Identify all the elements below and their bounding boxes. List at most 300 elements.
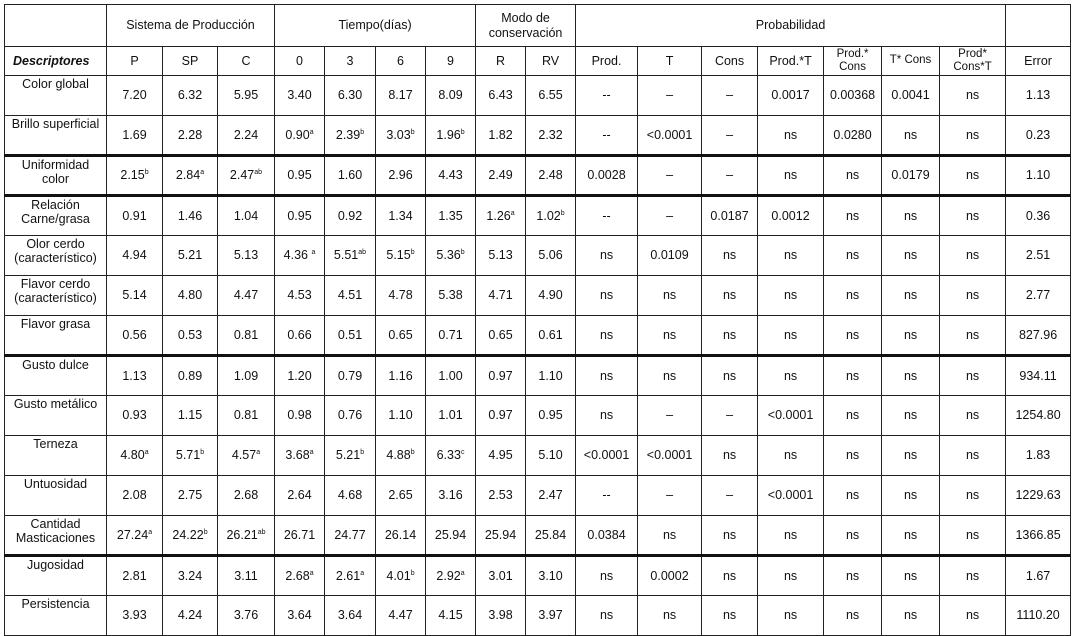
table-cell [163, 116, 218, 156]
cell-value: 0.0017 [771, 88, 810, 103]
cell-value: – [726, 88, 734, 103]
cell-value: ns [599, 248, 614, 263]
table-cell [576, 156, 638, 196]
cell-value: ns [903, 288, 918, 303]
column-header: Prod.*T [758, 47, 824, 76]
column-header: R [476, 47, 526, 76]
table-cell [758, 556, 824, 596]
table-cell [702, 316, 758, 356]
cell-value: 6.55 [538, 88, 563, 103]
significance-letter: b [410, 249, 415, 257]
table-cell [325, 476, 376, 516]
cell-value: ns [783, 168, 798, 183]
cell-value: -- [602, 127, 611, 142]
table-row [5, 436, 1071, 476]
table-cell [426, 196, 476, 236]
table-cell [426, 596, 476, 636]
column-header: Prod. [576, 47, 638, 76]
table-cell [638, 356, 702, 396]
table-cell [576, 196, 638, 236]
table-cell [275, 116, 325, 156]
table-cell [638, 116, 702, 156]
cell-value: ns [965, 608, 980, 623]
column-header: 0 [275, 47, 325, 76]
table-cell [107, 156, 163, 196]
column-header: 9 [426, 47, 476, 76]
cell-value: 5.13 [488, 248, 513, 263]
cell-value: -- [602, 208, 611, 223]
cell-value: 2.68 [233, 488, 259, 503]
table-cell [882, 236, 940, 276]
cell-value: 26.14 [384, 527, 417, 542]
cell-value: 1254.80 [1015, 408, 1061, 423]
table-cell [163, 516, 218, 556]
cell-value: ns [599, 368, 614, 383]
table-cell [940, 516, 1006, 556]
cell-value: 2.32 [538, 127, 563, 142]
cell-value: -- [602, 488, 611, 503]
table-cell [526, 276, 576, 316]
cell-value: – [726, 408, 734, 423]
table-cell [275, 316, 325, 356]
table-cell [107, 396, 163, 436]
significance-letter: a [311, 249, 316, 257]
table-cell [758, 396, 824, 436]
table-cell [576, 436, 638, 476]
cell-value: ns [965, 88, 980, 103]
table-cell [376, 116, 426, 156]
table-cell [325, 276, 376, 316]
table-cell [476, 596, 526, 636]
cell-value: <0.0001 [646, 127, 693, 142]
cell-value: 1.13 [1025, 88, 1051, 103]
cell-value: 1.15 [177, 408, 203, 423]
table-cell [426, 276, 476, 316]
cell-value: ns [662, 368, 677, 383]
cell-value: 3.97 [538, 608, 563, 623]
descriptor-name: Untuosidad [5, 476, 107, 516]
significance-letter: a [309, 569, 314, 577]
table-cell [107, 196, 163, 236]
cell-value: ns [783, 527, 798, 542]
table-cell [376, 316, 426, 356]
cell-value: 0.76 [337, 408, 363, 423]
table-cell [702, 596, 758, 636]
cell-value: ns [722, 288, 737, 303]
error-header-spacer [1006, 5, 1071, 47]
table-cell [526, 556, 576, 596]
column-header: RV [526, 47, 576, 76]
table-cell [526, 76, 576, 116]
table-cell [376, 76, 426, 116]
cell-value: 4.24 [177, 608, 203, 623]
table-row [5, 316, 1071, 356]
table-cell [702, 236, 758, 276]
cell-value: 0.92 [337, 208, 363, 223]
table-cell [476, 436, 526, 476]
table-cell [882, 76, 940, 116]
table-cell [882, 596, 940, 636]
table-cell [758, 596, 824, 636]
cell-value: ns [845, 568, 860, 583]
table-cell [1006, 276, 1071, 316]
table-cell [476, 476, 526, 516]
table-cell [526, 396, 576, 436]
table-cell [325, 196, 376, 236]
cell-value: 1.10 [538, 368, 563, 383]
table-cell [882, 516, 940, 556]
table-cell [426, 476, 476, 516]
table-cell [576, 596, 638, 636]
table-cell [426, 236, 476, 276]
table-cell [576, 316, 638, 356]
column-header: Error [1006, 47, 1071, 76]
table-cell [218, 276, 275, 316]
cell-value: 0.51 [337, 327, 363, 342]
table-cell [476, 316, 526, 356]
cell-value: 1.16 [388, 368, 413, 383]
table-cell [325, 236, 376, 276]
table-cell [163, 396, 218, 436]
descriptor-name: Gusto metálico [5, 396, 107, 436]
table-cell [824, 316, 882, 356]
table-cell [325, 76, 376, 116]
table-cell [940, 276, 1006, 316]
table-cell [163, 156, 218, 196]
cell-value: ns [903, 568, 918, 583]
significance-letter: ab [254, 169, 263, 177]
cell-value: 2.28 [177, 127, 203, 142]
column-header: 6 [376, 47, 426, 76]
cell-value: 2.64 [287, 488, 312, 503]
cell-value: 1.09 [233, 368, 259, 383]
cell-value: 3.93 [122, 608, 147, 623]
table-cell [1006, 116, 1071, 156]
cell-value: ns [722, 327, 737, 342]
cell-value: 5.38 [438, 288, 463, 303]
table-cell [218, 596, 275, 636]
table-cell [882, 436, 940, 476]
cell-value: 24.22 [172, 527, 204, 542]
cell-value: 26.21 [226, 527, 258, 542]
table-row [5, 476, 1071, 516]
column-header: Prod.* Cons [824, 47, 882, 76]
descriptor-name: Gusto dulce [5, 356, 107, 396]
cell-value: 4.51 [337, 288, 363, 303]
table-cell [426, 316, 476, 356]
table-cell [1006, 316, 1071, 356]
cell-value: 3.24 [177, 568, 203, 583]
cell-value: – [666, 408, 674, 423]
cell-value: ns [662, 327, 677, 342]
cell-value: 6.32 [177, 88, 203, 103]
table-cell [526, 476, 576, 516]
cell-value: 2.96 [388, 168, 413, 183]
table-cell [702, 276, 758, 316]
table-cell [576, 356, 638, 396]
cell-value: – [666, 488, 674, 503]
table-cell [1006, 396, 1071, 436]
table-cell [758, 516, 824, 556]
table-cell [638, 236, 702, 276]
table-cell [940, 156, 1006, 196]
cell-value: 1.00 [438, 368, 463, 383]
cell-value: ns [599, 568, 614, 583]
cell-value: ns [662, 608, 677, 623]
significance-letter: ab [358, 249, 367, 257]
cell-value: -- [602, 88, 611, 103]
table-cell [376, 516, 426, 556]
cell-value: 3.11 [234, 568, 258, 583]
table-cell [476, 196, 526, 236]
cell-value: ns [903, 327, 918, 342]
table-cell [325, 356, 376, 396]
cell-value: ns [965, 488, 980, 503]
table-cell [1006, 356, 1071, 396]
cell-value: 25.84 [534, 527, 567, 542]
column-header: P [107, 47, 163, 76]
cell-value: 0.71 [438, 327, 463, 342]
table-cell [758, 356, 824, 396]
cell-value: 4.43 [438, 168, 463, 183]
cell-value: ns [903, 368, 918, 383]
table-cell [758, 476, 824, 516]
table-cell [476, 76, 526, 116]
table-cell [882, 156, 940, 196]
table-cell [218, 316, 275, 356]
group-header-tiempo: Tiempo(días) [275, 5, 476, 47]
table-body [5, 76, 1071, 636]
cell-value: 3.16 [438, 488, 463, 503]
table-cell [576, 276, 638, 316]
cell-value: 0.56 [122, 327, 147, 342]
table-cell [163, 556, 218, 596]
cell-value: 1.26 [486, 208, 511, 223]
table-cell [275, 356, 325, 396]
cell-value: ns [845, 208, 860, 223]
table-cell [638, 516, 702, 556]
table-cell [702, 116, 758, 156]
table-cell [882, 396, 940, 436]
table-cell [758, 196, 824, 236]
table-cell [275, 236, 325, 276]
table-cell [426, 356, 476, 396]
table-row [5, 236, 1071, 276]
cell-value: 6.30 [337, 88, 363, 103]
table-cell [325, 556, 376, 596]
cell-value: ns [845, 327, 860, 342]
cell-value: 1229.63 [1015, 488, 1061, 503]
table-cell [526, 516, 576, 556]
cell-value: ns [903, 488, 918, 503]
cell-value: 1.20 [287, 368, 312, 383]
table-cell [107, 356, 163, 396]
table-cell [940, 556, 1006, 596]
significance-letter: b [144, 169, 149, 177]
table-cell [526, 116, 576, 156]
cell-value: 25.94 [484, 527, 517, 542]
group-header-sistema: Sistema de Producción [107, 5, 275, 47]
cell-value: ns [845, 288, 860, 303]
cell-value: ns [965, 448, 980, 463]
cell-value: 4.15 [438, 608, 463, 623]
table-cell [218, 76, 275, 116]
table-cell [1006, 516, 1071, 556]
cell-value: ns [845, 168, 860, 183]
cell-value: ns [783, 327, 798, 342]
table-cell [376, 196, 426, 236]
cell-value: – [666, 208, 674, 223]
table-cell [940, 356, 1006, 396]
cell-value: 0.90 [285, 127, 310, 142]
table-cell [1006, 76, 1071, 116]
cell-value: ns [722, 368, 737, 383]
table-cell [218, 236, 275, 276]
table-cell [940, 236, 1006, 276]
cell-value: 7.20 [122, 88, 147, 103]
descriptor-name: Olor cerdo (característico) [5, 236, 107, 276]
table-row [5, 196, 1071, 236]
cell-value: 6.43 [488, 88, 513, 103]
cell-value: 1.35 [438, 208, 463, 223]
significance-letter: a [309, 449, 314, 457]
table-cell [218, 196, 275, 236]
cell-value: 2.53 [488, 488, 513, 503]
cell-value: ns [965, 208, 980, 223]
significance-letter: b [200, 449, 205, 457]
cell-value: ns [845, 527, 860, 542]
cell-value: ns [599, 327, 614, 342]
descriptor-name: Flavor grasa [5, 316, 107, 356]
cell-value: 27.24 [116, 527, 149, 542]
cell-value: 6.33 [436, 448, 461, 463]
table-cell [107, 116, 163, 156]
table-cell [824, 476, 882, 516]
table-row [5, 356, 1071, 396]
cell-value: <0.0001 [767, 488, 814, 503]
cell-value: 4.80 [177, 288, 203, 303]
table-cell [107, 316, 163, 356]
table-row [5, 596, 1071, 636]
table-cell [163, 476, 218, 516]
cell-value: 1.83 [1025, 448, 1051, 463]
cell-value: ns [783, 127, 798, 142]
cell-value: ns [783, 568, 798, 583]
column-header: C [218, 47, 275, 76]
group-header-modo: Modo de conservación [476, 5, 576, 47]
significance-letter: a [360, 569, 365, 577]
table-cell [1006, 156, 1071, 196]
cell-value: ns [965, 127, 980, 142]
sensory-data-table [4, 4, 1071, 636]
table-cell [758, 116, 824, 156]
table-row [5, 276, 1071, 316]
cell-value: ns [722, 248, 737, 263]
significance-letter: a [460, 569, 465, 577]
cell-value: 0.61 [538, 327, 563, 342]
table-cell [824, 596, 882, 636]
column-header: Cons [702, 47, 758, 76]
cell-value: 1.69 [122, 127, 147, 142]
cell-value: 0.95 [538, 408, 563, 423]
cell-value: 4.90 [538, 288, 563, 303]
cell-value: 2.84 [175, 168, 201, 183]
cell-value: 1.13 [122, 368, 147, 383]
cell-value: ns [662, 288, 677, 303]
cell-value: 4.57 [231, 448, 257, 463]
table-cell [576, 76, 638, 116]
table-cell [275, 76, 325, 116]
table-cell [325, 116, 376, 156]
cell-value: ns [903, 527, 918, 542]
cell-value: 4.80 [120, 448, 145, 463]
table-cell [218, 516, 275, 556]
significance-letter: b [560, 209, 565, 217]
table-cell [218, 156, 275, 196]
table-cell [638, 476, 702, 516]
significance-letter: b [410, 569, 415, 577]
cell-value: 5.51 [333, 248, 359, 263]
column-header: SP [163, 47, 218, 76]
cell-value: 2.92 [436, 568, 461, 583]
cell-value: 5.36 [436, 248, 461, 263]
cell-value: 2.39 [335, 127, 361, 142]
table-cell [476, 516, 526, 556]
table-cell [325, 156, 376, 196]
table-cell [702, 516, 758, 556]
table-cell [940, 476, 1006, 516]
table-cell [638, 156, 702, 196]
table-cell [376, 436, 426, 476]
data-table-container [4, 4, 1071, 636]
cell-value: 0.95 [287, 208, 312, 223]
table-cell [824, 76, 882, 116]
cell-value: ns [965, 248, 980, 263]
cell-value: ns [965, 168, 980, 183]
table-cell [882, 476, 940, 516]
descriptor-name: Relación Carne/grasa [5, 196, 107, 236]
table-cell [163, 356, 218, 396]
cell-value: ns [599, 288, 614, 303]
table-cell [275, 476, 325, 516]
cell-value: ns [845, 248, 860, 263]
cell-value: <0.0001 [646, 448, 693, 463]
column-header: T [638, 47, 702, 76]
cell-value: 2.47 [229, 168, 255, 183]
table-cell [325, 316, 376, 356]
table-cell [163, 436, 218, 476]
cell-value: 2.49 [488, 168, 513, 183]
significance-letter: a [148, 528, 153, 536]
cell-value: ns [965, 527, 980, 542]
cell-value: <0.0001 [767, 408, 814, 423]
table-cell [476, 156, 526, 196]
table-cell [476, 556, 526, 596]
cell-value: 2.81 [122, 568, 147, 583]
table-cell [218, 476, 275, 516]
cell-value: 0.53 [177, 327, 203, 342]
table-cell [163, 276, 218, 316]
table-cell [1006, 236, 1071, 276]
cell-value: ns [783, 248, 798, 263]
table-cell [107, 476, 163, 516]
table-cell [824, 116, 882, 156]
table-cell [702, 196, 758, 236]
descriptor-name: Color global [5, 76, 107, 116]
significance-letter: a [144, 449, 149, 457]
significance-letter: b [360, 449, 365, 457]
cell-value: 24.77 [334, 527, 366, 542]
